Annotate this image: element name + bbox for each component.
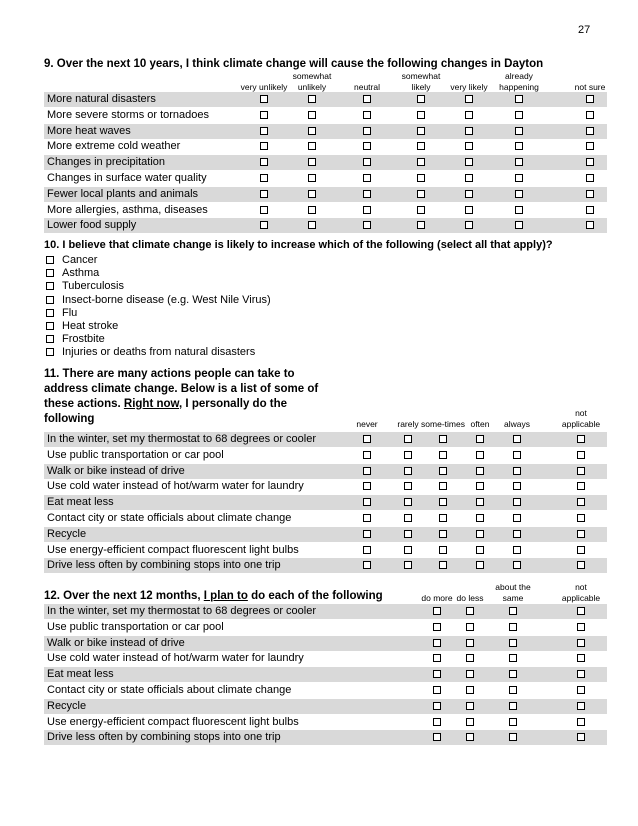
q9-checkbox[interactable]: [260, 190, 268, 198]
q9-checkbox[interactable]: [515, 95, 523, 103]
q11-checkbox[interactable]: [363, 482, 371, 490]
q9-checkbox[interactable]: [308, 206, 316, 214]
q11-row-label: Walk or bike instead of drive: [47, 464, 185, 477]
q11-checkbox[interactable]: [439, 498, 447, 506]
q9-checkbox[interactable]: [260, 174, 268, 182]
q9-checkbox[interactable]: [363, 95, 371, 103]
q12-row: [44, 667, 607, 682]
q10-option[interactable]: [46, 307, 77, 320]
q9-row: [44, 187, 607, 202]
q12-row-label: Contact city or state officials about climate change: [47, 684, 292, 696]
q12-checkbox[interactable]: [509, 670, 517, 678]
q9-checkbox[interactable]: [417, 174, 425, 182]
q9-checkbox[interactable]: [515, 111, 523, 119]
q12-checkbox[interactable]: [577, 639, 585, 647]
q11-checkbox[interactable]: [577, 451, 585, 459]
q11-row: [44, 495, 607, 510]
q10-option-label: Insect-borne disease (e.g. West Nile Virus): [62, 293, 271, 306]
q12-checkbox[interactable]: [466, 639, 474, 647]
q11-checkbox[interactable]: [577, 546, 585, 554]
q9-checkbox[interactable]: [465, 221, 473, 229]
q10-checkbox[interactable]: [46, 322, 54, 330]
q11-checkbox[interactable]: [513, 435, 521, 443]
q11-checkbox[interactable]: [577, 498, 585, 506]
q9-checkbox[interactable]: [465, 174, 473, 182]
q12-row-label: In the winter, set my thermostat to 68 degrees or cooler: [47, 605, 317, 617]
q9-checkbox[interactable]: [515, 158, 523, 166]
q10-option[interactable]: [46, 320, 118, 333]
q11-row: [44, 479, 607, 494]
q12-row: [44, 683, 607, 698]
q12-row: [44, 730, 607, 745]
q11-row: [44, 527, 607, 542]
q11-checkbox[interactable]: [363, 435, 371, 443]
q11-checkbox[interactable]: [439, 546, 447, 554]
q11-row: [44, 558, 607, 573]
q11-checkbox[interactable]: [513, 467, 521, 475]
q9-checkbox[interactable]: [417, 127, 425, 135]
q9-row-label: More natural disasters: [47, 93, 156, 105]
q12-checkbox[interactable]: [509, 654, 517, 662]
q9-row: [44, 139, 607, 154]
q9-title: 9. Over the next 10 years, I think climate change will cause the following changes in Dayton: [44, 58, 544, 70]
q9-checkbox[interactable]: [308, 127, 316, 135]
q9-checkbox[interactable]: [465, 127, 473, 135]
q11-checkbox[interactable]: [404, 514, 412, 522]
q11-checkbox[interactable]: [404, 451, 412, 459]
q12-row-label: Use public transportation or car pool: [47, 620, 224, 633]
q9-checkbox[interactable]: [465, 190, 473, 198]
q11-row-label: Recycle: [47, 527, 87, 540]
q9-checkbox[interactable]: [308, 190, 316, 198]
q11-checkbox[interactable]: [476, 498, 484, 506]
q11-row-label: Eat meat less: [47, 496, 114, 509]
q9-checkbox[interactable]: [363, 190, 371, 198]
q12-row-label: Eat meat less: [47, 668, 114, 681]
q9-row-label: Changes in surface water quality: [47, 172, 207, 184]
q10-option-label: Frostbite: [62, 333, 105, 346]
q9-checkbox[interactable]: [260, 158, 268, 166]
q10-checkbox[interactable]: [46, 269, 54, 277]
q11-checkbox[interactable]: [476, 467, 484, 475]
q12-checkbox[interactable]: [466, 654, 474, 662]
q12-checkbox[interactable]: [433, 702, 441, 710]
q9-checkbox[interactable]: [363, 111, 371, 119]
q12-checkbox[interactable]: [466, 607, 474, 615]
q11-checkbox[interactable]: [513, 482, 521, 490]
q9-row-label: Lower food supply: [47, 219, 137, 232]
q11-checkbox[interactable]: [363, 467, 371, 475]
q10-option[interactable]: [46, 254, 97, 267]
q11-checkbox[interactable]: [577, 514, 585, 522]
q9-row-label: More allergies, asthma, diseases: [47, 203, 208, 216]
q10-checkbox[interactable]: [46, 335, 54, 343]
q9-checkbox[interactable]: [465, 142, 473, 150]
q12-checkbox[interactable]: [509, 733, 517, 741]
q10-checkbox[interactable]: [46, 256, 54, 264]
q12-row-label: Recycle: [47, 699, 87, 712]
q9-checkbox[interactable]: [586, 221, 594, 229]
q10-checkbox[interactable]: [46, 309, 54, 317]
q12-row-label: Walk or bike instead of drive: [47, 636, 185, 649]
q9-checkbox[interactable]: [260, 142, 268, 150]
q9-checkbox[interactable]: [363, 206, 371, 214]
q11-checkbox[interactable]: [577, 467, 585, 475]
q9-checkbox[interactable]: [417, 142, 425, 150]
q11-checkbox[interactable]: [577, 561, 585, 569]
q12-row: [44, 636, 607, 651]
q9-checkbox[interactable]: [515, 142, 523, 150]
q11-checkbox[interactable]: [404, 482, 412, 490]
q11-checkbox[interactable]: [476, 514, 484, 522]
q9-checkbox[interactable]: [417, 111, 425, 119]
q10-option[interactable]: [46, 346, 255, 359]
q11-checkbox[interactable]: [577, 435, 585, 443]
q11-checkbox[interactable]: [476, 451, 484, 459]
q12-column-header: do more: [421, 592, 453, 603]
q11-checkbox[interactable]: [476, 435, 484, 443]
q9-checkbox[interactable]: [417, 221, 425, 229]
q9-checkbox[interactable]: [417, 190, 425, 198]
q12-checkbox[interactable]: [433, 639, 441, 647]
q9-checkbox[interactable]: [308, 95, 316, 103]
q12-checkbox[interactable]: [509, 718, 517, 726]
q12-checkbox[interactable]: [577, 654, 585, 662]
q12-column-header: not applicable: [561, 582, 601, 603]
q9-checkbox[interactable]: [260, 111, 268, 119]
q12-row-label: Use cold water instead of hot/warm water for laundry: [47, 652, 304, 665]
q12-checkbox[interactable]: [509, 623, 517, 631]
q11-checkbox[interactable]: [404, 561, 412, 569]
q9-column-header: already happening: [499, 71, 539, 92]
q9-checkbox[interactable]: [465, 206, 473, 214]
q10-checkbox[interactable]: [46, 282, 54, 290]
q12-checkbox[interactable]: [466, 686, 474, 694]
q9-column-header: neutral: [354, 81, 380, 92]
q9-checkbox[interactable]: [586, 190, 594, 198]
q9-row-label: Fewer local plants and animals: [47, 187, 199, 200]
q12-checkbox[interactable]: [466, 733, 474, 741]
q11-checkbox[interactable]: [476, 530, 484, 538]
q11-column-header: not applicable: [561, 408, 601, 429]
q9-checkbox[interactable]: [308, 158, 316, 166]
q12-checkbox[interactable]: [433, 733, 441, 741]
q11-checkbox[interactable]: [513, 451, 521, 459]
page-number: 27: [578, 24, 591, 36]
q11-checkbox[interactable]: [404, 530, 412, 538]
q11-checkbox[interactable]: [513, 498, 521, 506]
q12-checkbox[interactable]: [577, 686, 585, 694]
q12-checkbox[interactable]: [433, 607, 441, 615]
q9-checkbox[interactable]: [308, 221, 316, 229]
q11-checkbox[interactable]: [513, 514, 521, 522]
q11-checkbox[interactable]: [363, 514, 371, 522]
q9-checkbox[interactable]: [586, 206, 594, 214]
q9-row: [44, 92, 607, 107]
q10-option[interactable]: [46, 294, 271, 307]
q12-row: [44, 651, 607, 666]
q9-column-header: not sure: [574, 81, 606, 92]
q9-column-header: very unlikely: [240, 81, 288, 92]
q11-checkbox[interactable]: [404, 546, 412, 554]
q11-row: [44, 448, 607, 463]
q11-checkbox[interactable]: [513, 530, 521, 538]
q12-checkbox[interactable]: [466, 718, 474, 726]
q11-title: 11. There are many actions people can take to address climate change. Below is a list of some of these actions. Right now, I personally do the following: [44, 368, 319, 425]
q12-row: [44, 715, 607, 730]
q10-option-label: Injuries or deaths from natural disasters: [62, 346, 256, 359]
q12-checkbox[interactable]: [433, 654, 441, 662]
q12-checkbox[interactable]: [577, 623, 585, 631]
q9-row: [44, 155, 607, 170]
q9-checkbox[interactable]: [363, 174, 371, 182]
q11-checkbox[interactable]: [363, 451, 371, 459]
q11-row: [44, 511, 607, 526]
q10-option-label: Cancer: [62, 254, 98, 266]
q12-checkbox[interactable]: [433, 718, 441, 726]
q9-checkbox[interactable]: [417, 158, 425, 166]
q10-option[interactable]: [46, 333, 105, 346]
q11-row-label: Use cold water instead of hot/warm water for laundry: [47, 480, 304, 493]
q11-row-label: Use public transportation or car pool: [47, 448, 224, 461]
q9-checkbox[interactable]: [515, 221, 523, 229]
q9-row-label: More extreme cold weather: [47, 140, 181, 153]
q11-column-header: always: [504, 418, 530, 429]
q10-option[interactable]: [46, 280, 124, 293]
q11-checkbox[interactable]: [363, 530, 371, 538]
q12-row-label: Drive less often by combining stops into one trip: [47, 731, 281, 744]
q9-row: [44, 203, 607, 218]
q9-checkbox[interactable]: [586, 142, 594, 150]
q11-checkbox[interactable]: [404, 435, 412, 443]
q9-column-header: somewhat unlikely: [292, 71, 332, 92]
q9-column-header: somewhat likely: [401, 71, 441, 92]
q11-checkbox[interactable]: [439, 451, 447, 459]
q10-option-label: Heat stroke: [62, 320, 119, 332]
q9-checkbox[interactable]: [363, 142, 371, 150]
q9-checkbox[interactable]: [417, 95, 425, 103]
q9-checkbox[interactable]: [515, 206, 523, 214]
q12-checkbox[interactable]: [509, 607, 517, 615]
q9-checkbox[interactable]: [260, 206, 268, 214]
q9-checkbox[interactable]: [586, 158, 594, 166]
q9-checkbox[interactable]: [586, 127, 594, 135]
q9-checkbox[interactable]: [308, 142, 316, 150]
q9-row: [44, 124, 607, 139]
q9-checkbox[interactable]: [515, 190, 523, 198]
q11-checkbox[interactable]: [577, 482, 585, 490]
q9-checkbox[interactable]: [260, 221, 268, 229]
q11-checkbox[interactable]: [476, 482, 484, 490]
q9-row: [44, 218, 607, 233]
q12-checkbox[interactable]: [466, 702, 474, 710]
q12-row: [44, 620, 607, 635]
q9-checkbox[interactable]: [586, 111, 594, 119]
q11-column-header: rarely: [397, 418, 419, 429]
q9-checkbox[interactable]: [363, 127, 371, 135]
q9-row-label: More heat waves: [47, 124, 131, 137]
q9-checkbox[interactable]: [515, 127, 523, 135]
q12-checkbox[interactable]: [577, 670, 585, 678]
q11-checkbox[interactable]: [476, 546, 484, 554]
q9-checkbox[interactable]: [586, 95, 594, 103]
q11-row-label: In the winter, set my thermostat to 68 degrees or cooler: [47, 433, 317, 445]
q12-column-header: about the same: [495, 582, 531, 603]
q12-column-header: do less: [456, 592, 484, 603]
q9-checkbox[interactable]: [363, 221, 371, 229]
q12-checkbox[interactable]: [433, 670, 441, 678]
q11-checkbox[interactable]: [439, 467, 447, 475]
q11-checkbox[interactable]: [439, 435, 447, 443]
q9-row-label: Changes in precipitation: [47, 156, 166, 169]
q9-checkbox[interactable]: [363, 158, 371, 166]
q12-title: 12. Over the next 12 months, I plan to do each of the following: [44, 590, 383, 602]
q11-column-header: some-times: [421, 418, 465, 429]
q10-option-label: Flu: [62, 306, 78, 319]
q12-checkbox[interactable]: [466, 670, 474, 678]
q11-row-label: Use energy-efficient compact fluorescent light bulbs: [47, 543, 299, 556]
q11-checkbox[interactable]: [439, 482, 447, 490]
q9-checkbox[interactable]: [465, 95, 473, 103]
q11-column-header: often: [470, 418, 490, 429]
q9-checkbox[interactable]: [515, 174, 523, 182]
q11-checkbox[interactable]: [439, 561, 447, 569]
q9-checkbox[interactable]: [465, 158, 473, 166]
q12-checkbox[interactable]: [577, 702, 585, 710]
q11-row: [44, 543, 607, 558]
q11-checkbox[interactable]: [404, 467, 412, 475]
q10-checkbox[interactable]: [46, 348, 54, 356]
q9-checkbox[interactable]: [308, 174, 316, 182]
q11-checkbox[interactable]: [439, 514, 447, 522]
q11-checkbox[interactable]: [404, 498, 412, 506]
q12-checkbox[interactable]: [509, 702, 517, 710]
q12-checkbox[interactable]: [509, 686, 517, 694]
q11-checkbox[interactable]: [476, 561, 484, 569]
q12-checkbox[interactable]: [577, 718, 585, 726]
q11-row: [44, 464, 607, 479]
q10-option[interactable]: [46, 267, 99, 280]
q12-checkbox[interactable]: [433, 686, 441, 694]
q9-checkbox[interactable]: [308, 111, 316, 119]
q12-checkbox[interactable]: [577, 607, 585, 615]
q12-row-label: Use energy-efficient compact fluorescent light bulbs: [47, 715, 299, 728]
q11-checkbox[interactable]: [513, 546, 521, 554]
q10-option-label: Tuberculosis: [62, 280, 124, 293]
q11-checkbox[interactable]: [363, 546, 371, 554]
q9-column-header: very likely: [450, 81, 488, 92]
q11-row: [44, 432, 607, 447]
q12-row: [44, 699, 607, 714]
q9-row: [44, 108, 607, 123]
q9-row: [44, 171, 607, 186]
q10-checkbox[interactable]: [46, 296, 54, 304]
q11-row-label: Drive less often by combining stops into one trip: [47, 559, 281, 572]
q12-checkbox[interactable]: [577, 733, 585, 741]
q9-checkbox[interactable]: [586, 174, 594, 182]
q11-checkbox[interactable]: [513, 561, 521, 569]
q11-checkbox[interactable]: [363, 498, 371, 506]
q12-checkbox[interactable]: [466, 623, 474, 631]
q11-checkbox[interactable]: [577, 530, 585, 538]
q12-checkbox[interactable]: [433, 623, 441, 631]
q9-checkbox[interactable]: [260, 95, 268, 103]
q11-checkbox[interactable]: [439, 530, 447, 538]
q9-checkbox[interactable]: [417, 206, 425, 214]
q11-column-header: never: [356, 418, 378, 429]
q10-title: 10. I believe that climate change is likely to increase which of the following (select all that apply)?: [44, 239, 553, 251]
q12-row: [44, 604, 607, 619]
q12-checkbox[interactable]: [509, 639, 517, 647]
q9-row-label: More severe storms or tornadoes: [47, 108, 210, 121]
q9-checkbox[interactable]: [260, 127, 268, 135]
q11-checkbox[interactable]: [363, 561, 371, 569]
q11-row-label: Contact city or state officials about climate change: [47, 512, 292, 524]
q9-checkbox[interactable]: [465, 111, 473, 119]
q10-option-label: Asthma: [62, 267, 100, 280]
